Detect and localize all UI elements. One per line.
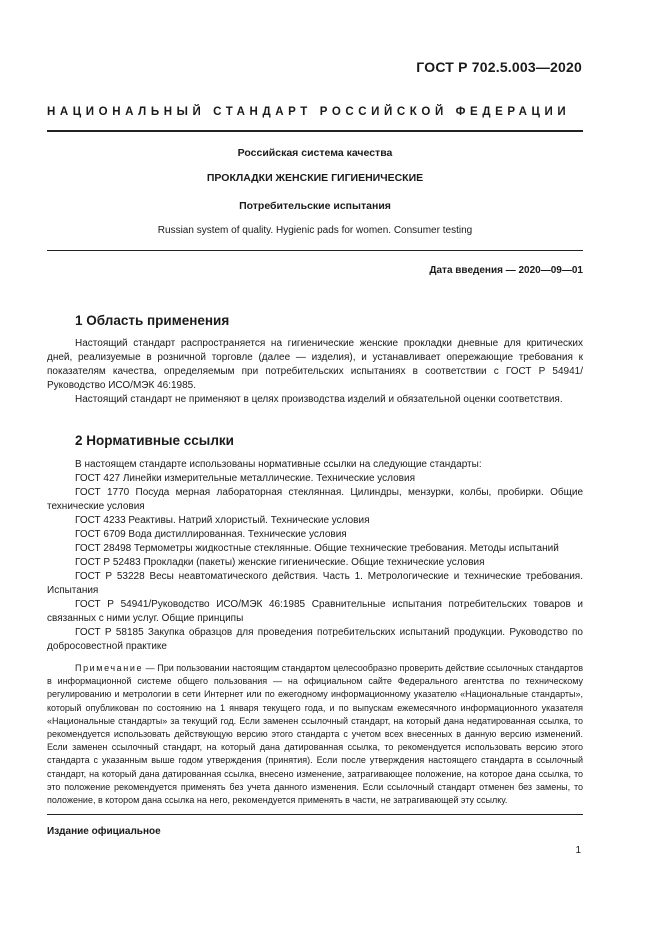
reference-item: ГОСТ Р 58185 Закупка образцов для проведения потребительских испытаний продукции. Руководство по добросовестной практике <box>47 627 583 652</box>
note-label: Примечание <box>75 663 144 673</box>
section-2-heading: 2 Нормативные ссылки <box>75 433 234 448</box>
title-divider <box>47 250 583 251</box>
standard-title-english: Russian system of quality. Hygienic pads for women. Consumer testing <box>157 225 473 236</box>
reference-item: ГОСТ 1770 Посуда мерная лабораторная стеклянная. Цилиндры, мензурки, колбы, пробирки. Общие технические условия <box>47 487 583 512</box>
introduction-date: Дата введения — 2020—09—01 <box>429 265 583 276</box>
standard-title: ПРОКЛАДКИ ЖЕНСКИЕ ГИГИЕНИЧЕСКИЕ <box>206 172 424 184</box>
header-divider <box>47 130 583 132</box>
reference-note <box>47 662 583 807</box>
reference-item: ГОСТ 6709 Вода дистиллированная. Технические условия <box>75 529 347 540</box>
footer-divider <box>47 814 583 815</box>
standard-subtitle: Потребительские испытания <box>239 200 391 212</box>
official-edition-label: Издание официальное <box>47 826 161 837</box>
note-text: — При пользовании настоящим стандартом целесообразно проверить действие ссылочных стандартов в информационной системе общего пользования — на официальном сайте Федерального агентства по техническому регулированию и метрологии в сети Интернет или по ежегодному информационному указателю «Национальные стандарты», который опубликован по состоянию на 1 января текущего года, и по выпускам ежемесячного информационного указателя «Национальные стандарты» за текущий год. Если заменен ссылочный стандарт, на который дана недатированная ссылка, то рекомендуется использовать действующую версию этого стандарта с учетом всех внесенных в данную версию изменений. Если заменен ссылочный стандарт, на который дана датированная ссылка, то рекомендуется использовать версию этого стандарта с указанным выше годом утверждения (принятия). Если после утверждения настоящего стандарта в ссылочный стандарт, на который дана датированная ссылка, внесено изменение, затрагивающее положение, на которое дана ссылка, то это положение рекомендуется применять без учета данного изменения. Если ссылочный стандарт отменен без замены, то положение, в котором дана ссылка на него, рекомендуется применять в части, не затрагивающей эту ссылку. <box>47 663 583 806</box>
reference-item: ГОСТ Р 54941/Руководство ИСО/МЭК 46:1985 Сравнительные испытания потребительских товаров и связанных с ними услуг. Общие принципы <box>47 599 583 624</box>
reference-item: ГОСТ 28498 Термометры жидкостные стеклянные. Общие технические требования. Методы испытаний <box>75 543 559 554</box>
national-standard-heading: НАЦИОНАЛЬНЫЙ СТАНДАРТ РОССИЙСКОЙ ФЕДЕРАЦИИ <box>47 106 571 118</box>
section-1-heading: 1 Область применения <box>75 313 230 328</box>
reference-item: ГОСТ 427 Линейки измерительные металлические. Технические условия <box>75 473 415 484</box>
quality-system-title: Российская система качества <box>237 147 393 159</box>
section-1-body <box>47 337 583 407</box>
section-2-body <box>47 458 583 654</box>
document-number: ГОСТ Р 702.5.003—2020 <box>416 59 582 75</box>
section-2-intro: В настоящем стандарте использованы нормативные ссылки на следующие стандарты: <box>75 459 482 470</box>
reference-item: ГОСТ Р 52483 Прокладки (пакеты) женские гигиенические. Общие технические условия <box>75 557 485 568</box>
reference-item: ГОСТ Р 53228 Весы неавтоматического действия. Часть 1. Метрологические и технические требования. Испытания <box>47 571 583 596</box>
reference-item: ГОСТ 4233 Реактивы. Натрий хлористый. Технические условия <box>75 515 370 526</box>
page-number: 1 <box>575 845 581 856</box>
section-1-paragraph: Настоящий стандарт не применяют в целях производства изделий и обязательной оценки соответствия. <box>75 394 563 405</box>
section-1-paragraph: Настоящий стандарт распространяется на гигиенические женские прокладки дневные для критических дней, реализуемые в розничной торговле (далее — изделия), и устанавливает опережающие требования к показателям качества, определяемым при потребительских испытаниях в соответствии с ГОСТ Р 54941/Руководство ИСО/МЭК 46:1985. <box>47 338 583 391</box>
